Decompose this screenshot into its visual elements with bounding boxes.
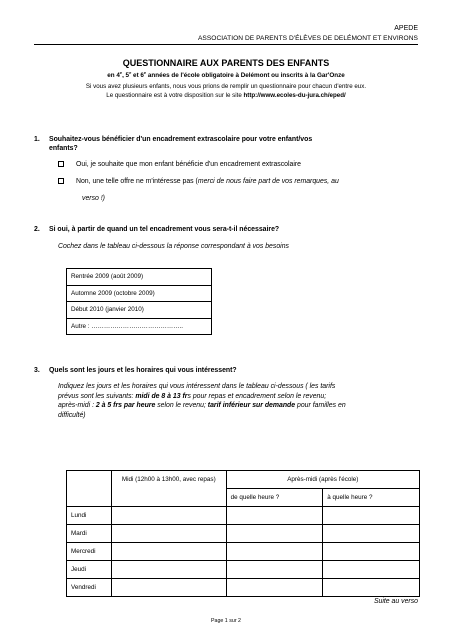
option-non-continuation: verso !) [82, 195, 105, 202]
to-cell[interactable] [323, 507, 420, 525]
schedule-table [66, 470, 420, 597]
midi-cell[interactable] [111, 561, 226, 579]
header-midi: Midi (12h00 à 13h00, avec repas) [111, 471, 226, 507]
question-1 [34, 136, 312, 152]
page-subtitle: en 4e, 5e et 6e années de l'école obligatoire à Delémont ou inscrits à la Gar'Onze [107, 70, 345, 80]
question-2: 2. Si oui, à partir de quand un tel encadrement vous sera-t-il nécessaire? [34, 226, 280, 233]
question-1-number: 1. [34, 136, 40, 143]
checkbox-non[interactable] [58, 178, 64, 184]
intro-line-2: Le questionnaire est à votre disposition sur le site http://www.ecoles-du-jura.ch/eped/ [106, 92, 346, 99]
intro-line-1: Si vous avez plusieurs enfants, nous vous prions de remplir un questionnaire pour chacun d'entre eux. [85, 83, 367, 90]
header-apres-midi: Après-midi (après l'école) [226, 471, 419, 489]
empty-corner-cell [67, 471, 112, 507]
checkbox-oui[interactable] [58, 161, 64, 167]
table-row[interactable] [67, 302, 212, 319]
table-row[interactable] [67, 285, 212, 302]
website-link[interactable]: http://www.ecoles-du-jura.ch/eped/ [243, 92, 346, 99]
table-row [67, 525, 420, 543]
table-row [67, 561, 420, 579]
option-oui[interactable]: Oui, je souhaite que mon enfant bénéficie d'un encadrement extrascolaire [58, 161, 301, 168]
midi-cell[interactable] [111, 507, 226, 525]
question-2-instruction: Cochez dans le tableau ci-dessous la réponse correspondant à vos besoins [58, 243, 289, 250]
from-cell[interactable] [226, 543, 323, 561]
day-label: Jeudi [67, 561, 112, 579]
start-date-table [66, 268, 212, 335]
from-cell[interactable] [226, 579, 323, 597]
day-label: Vendredi [67, 579, 112, 597]
start-option-cell[interactable]: Début 2010 (janvier 2010) [67, 302, 212, 319]
from-cell[interactable] [226, 561, 323, 579]
header-org: APEDE [394, 25, 418, 32]
header-from: de quelle heure ? [226, 489, 323, 507]
midi-cell[interactable] [111, 525, 226, 543]
page-title: QUESTIONNAIRE AUX PARENTS DES ENFANTS [122, 58, 330, 68]
to-cell[interactable] [323, 561, 420, 579]
start-option-cell[interactable]: Automne 2009 (octobre 2009) [67, 285, 212, 302]
table-row[interactable] [67, 318, 212, 335]
day-label: Lundi [67, 507, 112, 525]
header-association: ASSOCIATION DE PARENTS D'ÉLÈVES DE DELÉMONT ET ENVIRONS [197, 35, 418, 42]
question-1-line-1: Souhaitez-vous bénéficier d'un encadrement extrascolaire pour votre enfant/vos [49, 136, 313, 143]
table-row[interactable] [67, 269, 212, 286]
option-non[interactable]: Non, une telle offre ne m'intéresse pas (merci de nous faire part de vos remarques, au [58, 178, 339, 185]
suite-au-verso: Suite au verso [373, 598, 418, 605]
start-option-cell[interactable]: Autre : …………………………………….. [67, 318, 212, 335]
question-3: 3. Quels sont les jours et les horaires qui vous intéressent? [34, 367, 237, 374]
question-1-line-2: enfants? [49, 145, 78, 152]
to-cell[interactable] [323, 543, 420, 561]
question-3-instruction: Indiquez les jours et les horaires qui vous intéressent dans le tableau ci-dessous ( les tarifs prévus sont les suivants: midi de 8 à 13 frs pour repas et encadrement selon le revenu; après-midi : 2 à 5 frs par heure selon le revenu; tarif inférieur sur demande pour familles en difficulté) [58, 383, 346, 419]
start-option-cell[interactable]: Rentrée 2009 (août 2009) [67, 269, 212, 286]
midi-cell[interactable] [111, 543, 226, 561]
day-label: Mercredi [67, 543, 112, 561]
to-cell[interactable] [323, 579, 420, 597]
table-row [67, 543, 420, 561]
day-label: Mardi [67, 525, 112, 543]
table-header-row [67, 471, 420, 489]
page-number: Page 1 sur 2 [210, 618, 242, 624]
midi-cell[interactable] [111, 579, 226, 597]
table-row [67, 579, 420, 597]
header-rule [34, 44, 418, 45]
table-row [67, 507, 420, 525]
to-cell[interactable] [323, 525, 420, 543]
from-cell[interactable] [226, 525, 323, 543]
from-cell[interactable] [226, 507, 323, 525]
header-to: à quelle heure ? [323, 489, 420, 507]
